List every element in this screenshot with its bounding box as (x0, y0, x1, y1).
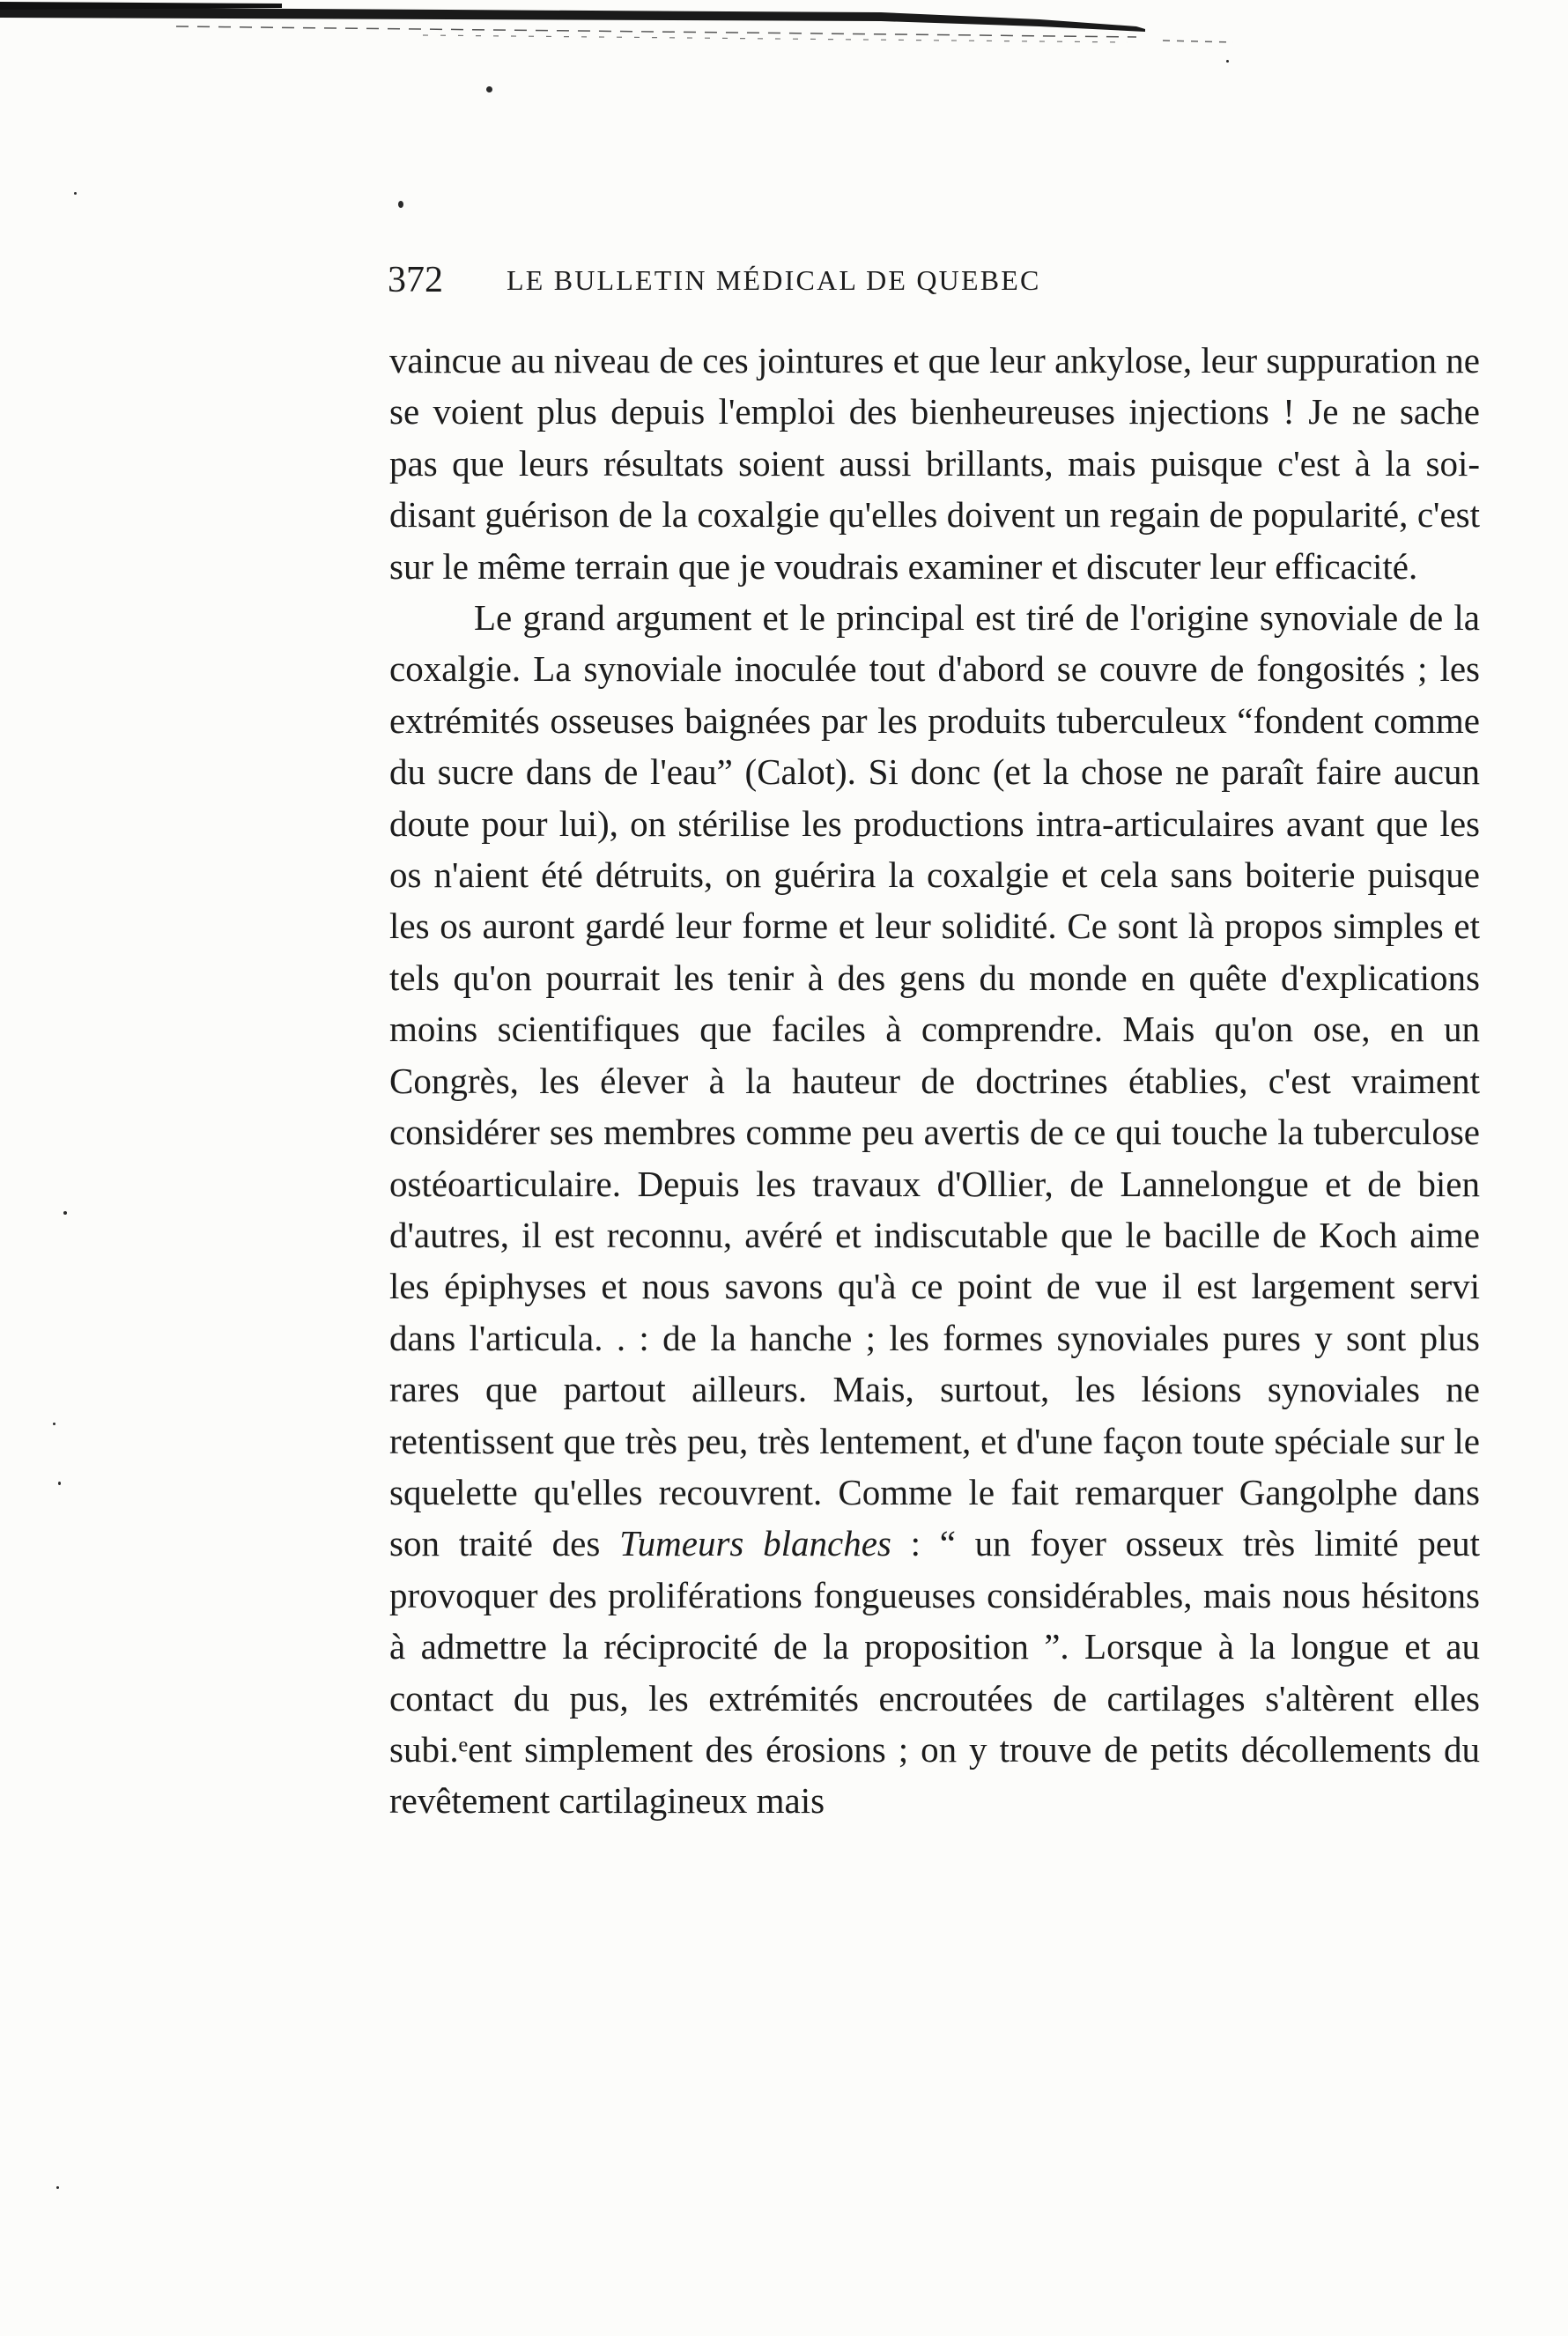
page-body (389, 335, 1480, 1827)
paragraph-2-text-a: Le grand argument et le principal est tiré de l'origine synoviale de la coxalgie. La synoviale inoculée tout d'abord se couvre de fongosités ; les extrémités osseuses baignées par les produits tuberculeux “fondent comme du sucre dans de l'eau” (Calot). Si donc (et la chose ne paraît faire aucun doute pour lui), on stérilise les productions intra-articulaires avant que les os n'aient été détruits, on guérira la coxalgie et cela sans boiterie puisque les os auront gardé leur forme et leur solidité. Ce sont là propos simples et tels qu'on pourrait les tenir à des gens du monde en quête d'explications moins scientifiques que faciles à comprendre. Mais qu'on ose, en un Congrès, les élever à la hauteur de doctrines établies, c'est vraiment considérer ses membres comme peu avertis de ce qui touche la tuberculose ostéoarticulaire. Depuis les travaux d'Ollier, de Lannelongue et de bien d'autres, il est reconnu, avéré et indiscutable que le bacille de Koch aime les épiphyses et nous savons qu'à ce point de vue il est largement servi dans l'articula. . : de la hanche ; les formes synoviales pures y sont plus rares que partout ailleurs. Mais, surtout, les lésions synoviales ne retentissent que très peu, très lentement, et d'une façon toute spéciale sur le squelette qu'elles recouvrent. Comme le fait remarquer Gangolphe dans son traité des (389, 597, 1480, 1564)
scan-speck (58, 1482, 61, 1485)
paragraph-1: vaincue au niveau de ces jointures et que leur ankylose, leur suppuration ne se voient plus depuis l'emploi des bienheureuses injections ! Je ne sache pas que leurs résultats soient aussi brillants, mais puisque c'est à la soi-disant guérison de la coxalgie qu'elles doivent un regain de popularité, c'est sur le même terrain que je voudrais examiner et discuter leur efficacité. (389, 340, 1480, 587)
scan-speck (74, 192, 77, 195)
page-header (388, 254, 1480, 307)
scan-speck (398, 201, 403, 208)
paragraph-2 (389, 592, 1480, 1827)
scan-speck (56, 2186, 59, 2189)
scan-speck (486, 86, 492, 92)
scan-speck (63, 1211, 67, 1215)
scan-edge-artifact (0, 0, 1568, 53)
book-title: Tumeurs blanches (619, 1523, 891, 1564)
running-title: LE BULLETIN MÉDICAL DE QUEBEC (507, 264, 1041, 296)
scan-speck (53, 1423, 55, 1425)
paragraph-2-text-b: : “ un foyer osseux très limité peut provoquer des proliférations fongueuses considérables, mais nous hésitons à admettre la réciprocité de la proposition ”. Lorsque à la longue et au contact du pus, les extrémités encroutées de cartilages s'altèrent elles subi.ᵉent simplement des érosions ; on y trouve de petits décollements du revêtement cartilagineux mais (389, 1523, 1480, 1822)
scan-speck (1226, 60, 1229, 63)
page-number: 372 (388, 260, 443, 300)
